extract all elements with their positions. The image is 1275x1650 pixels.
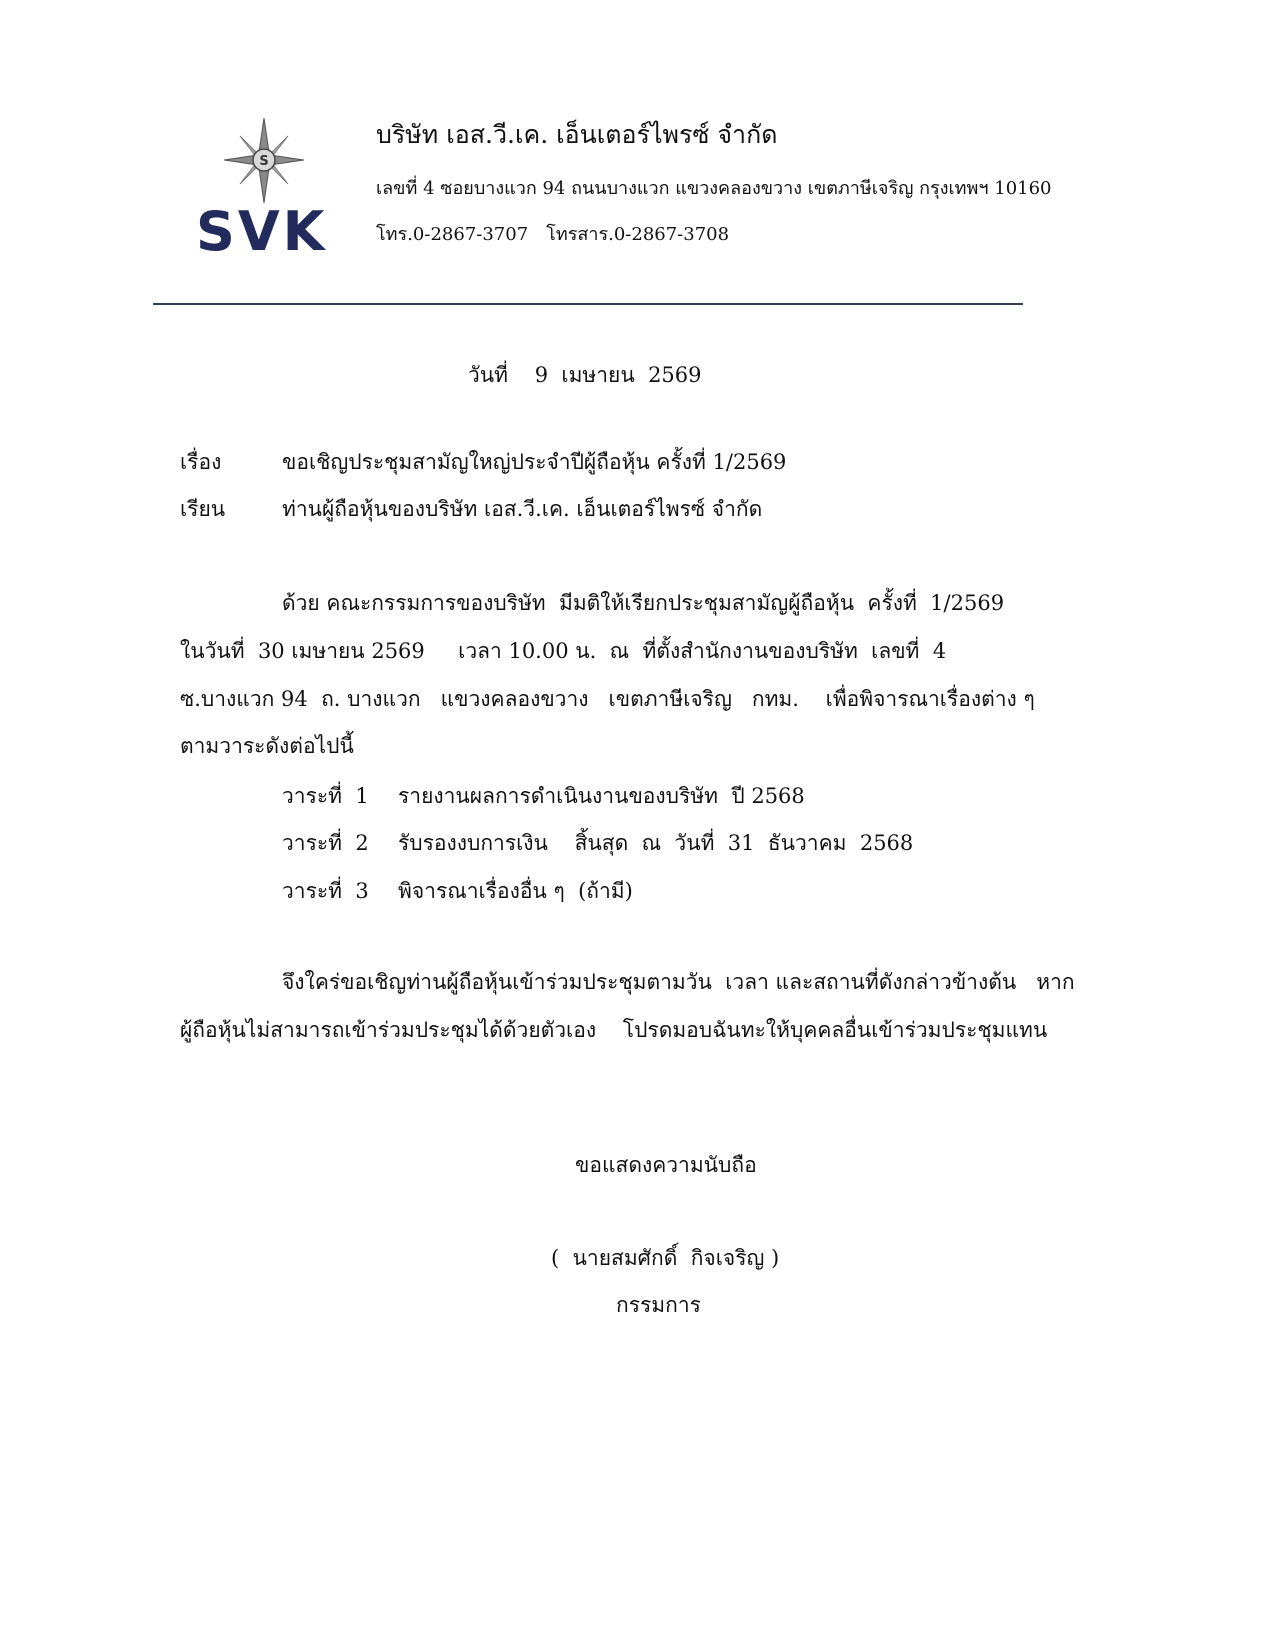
logo-wordmark: SVK xyxy=(196,200,328,263)
paragraph2-line: จึงใคร่ขอเชิญท่านผู้ถือหุ้นเข้าร่วมประชุมตามวัน เวลา และสถานที่ดังกล่าวข้างต้น หาก xyxy=(282,970,1075,994)
agenda-item: พิจารณาเรื่องอื่น ๆ (ถ้ามี) xyxy=(398,879,633,903)
svg-text:S: S xyxy=(259,154,269,169)
agenda-item: รายงานผลการดำเนินงานของบริษัท ปี 2568 xyxy=(398,784,805,808)
subject-text: ขอเชิญประชุมสามัญใหญ่ประจำปีผู้ถือหุ้น ครั้งที่ 1/2569 xyxy=(282,450,787,474)
paragraph1-line: ด้วย คณะกรรมการของบริษัท มีมติให้เรียกประชุมสามัญผู้ถือหุ้น ครั้งที่ 1/2569 xyxy=(282,591,1005,615)
agenda-item: รับรองงบการเงิน สิ้นสุด ณ วันที่ 31 ธันวาคม 2568 xyxy=(398,831,914,855)
header-divider xyxy=(153,303,1023,305)
subject-label: เรื่อง xyxy=(180,450,222,474)
agenda-number: วาระที่ 2 xyxy=(282,831,369,855)
agenda-number: วาระที่ 1 xyxy=(282,784,369,808)
fax-number: โทรสาร.0-2867-3708 xyxy=(546,224,730,245)
company-contact xyxy=(376,222,729,248)
letter-date: วันที่ 9 เมษายน 2569 xyxy=(468,363,702,387)
recipient-text: ท่านผู้ถือหุ้นของบริษัท เอส.วี.เค. เอ็นเตอร์ไพรซ์ จำกัด xyxy=(282,497,763,521)
signer-title: กรรมการ xyxy=(616,1293,701,1317)
phone-number: โทร.0-2867-3707 xyxy=(376,224,529,245)
paragraph1-line: ในวันที่ 30 เมษายน 2569 เวลา 10.00 น. ณ ที่ตั้งสำนักงานของบริษัท เลขที่ 4 xyxy=(180,639,947,663)
signer-name: ( นายสมศักดิ์ กิจเจริญ ) xyxy=(551,1246,780,1270)
compass-star-icon xyxy=(224,118,304,203)
company-name: บริษัท เอส.วี.เค. เอ็นเตอร์ไพรซ์ จำกัด xyxy=(376,120,778,149)
company-logo xyxy=(196,118,346,268)
company-address: เลขที่ 4 ซอยบางแวก 94 ถนนบางแวก แขวงคลองขวาง เขตภาษีเจริญ กรุงเทพฯ 10160 xyxy=(376,178,1052,199)
recipient-label: เรียน xyxy=(180,497,226,521)
agenda-number: วาระที่ 3 xyxy=(282,879,369,903)
paragraph1-line: ซ.บางแวก 94 ถ. บางแวก แขวงคลองขวาง เขตภาษีเจริญ กทม. เพื่อพิจารณาเรื่องต่าง ๆ xyxy=(180,687,1035,711)
paragraph1-line: ตามวาระดังต่อไปนี้ xyxy=(180,734,354,758)
closing-salutation: ขอแสดงความนับถือ xyxy=(575,1153,757,1177)
paragraph2-line: ผู้ถือหุ้นไม่สามารถเข้าร่วมประชุมได้ด้วยตัวเอง โปรดมอบฉันทะให้บุคคลอื่นเข้าร่วมประชุมแทน xyxy=(180,1018,1048,1042)
